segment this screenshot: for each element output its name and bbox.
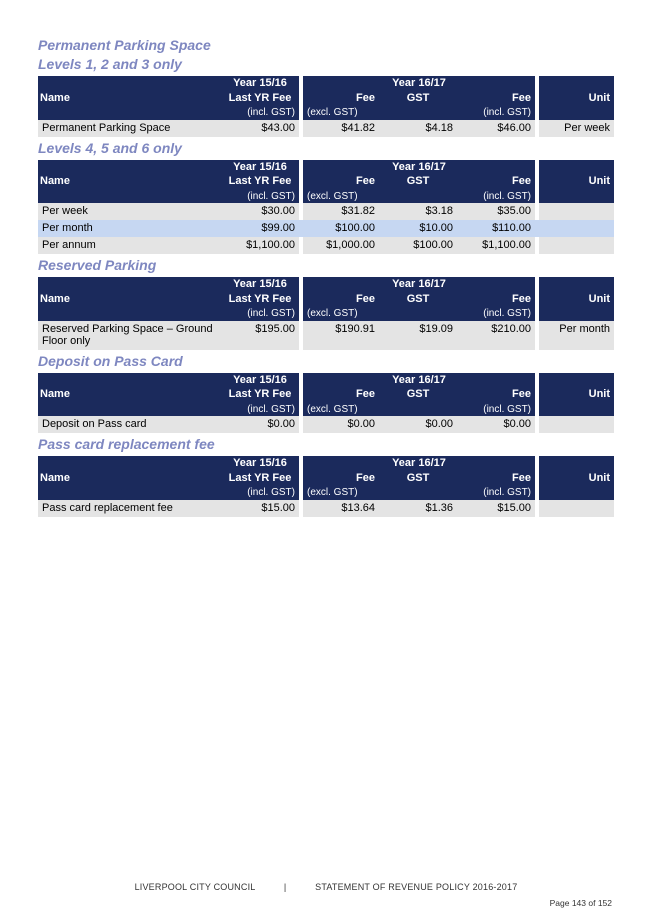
table-header-row (38, 456, 614, 471)
row-unit: Per week (539, 120, 614, 137)
row-fee-excl: $0.00 (303, 416, 379, 433)
header-fee-incl: Fee (457, 387, 535, 402)
table-header-row (38, 76, 614, 91)
header-last-yr-fee: Last YR Fee (221, 387, 299, 402)
table-row (38, 203, 614, 220)
header-name: Name (38, 76, 221, 120)
header-excl-gst: (excl. GST) (303, 402, 379, 417)
header-fee-excl: Fee (303, 387, 379, 402)
header-name: Name (38, 456, 221, 500)
row-fee-incl: $15.00 (457, 500, 535, 517)
row-name: Per week (38, 203, 221, 220)
row-gst: $3.18 (379, 203, 457, 220)
footer-council-name: LIVERPOOL CITY COUNCIL (134, 882, 256, 892)
header-gst-blank (379, 402, 457, 417)
header-incl-gst: (incl. GST) (221, 306, 299, 321)
header-excl-gst: (excl. GST) (303, 189, 379, 204)
footer-document-title: STATEMENT OF REVENUE POLICY 2016-2017 (315, 882, 518, 892)
header-gst: GST (379, 471, 457, 486)
row-name: Permanent Parking Space (38, 120, 221, 137)
section-heading: Pass card replacement fee (38, 436, 215, 452)
header-unit: Unit (539, 277, 614, 321)
header-fee-incl: Fee (457, 292, 535, 307)
header-incl-gst: (incl. GST) (457, 189, 535, 204)
header-year-prev: Year 15/16 (221, 160, 299, 175)
row-last-yr-fee: $30.00 (221, 203, 299, 220)
header-year-curr: Year 16/17 (303, 76, 535, 91)
row-fee-incl: $110.00 (457, 220, 535, 237)
header-last-yr-fee: Last YR Fee (221, 292, 299, 307)
header-incl-gst: (incl. GST) (457, 105, 535, 120)
row-unit: Per month (539, 321, 614, 350)
row-last-yr-fee: $99.00 (221, 220, 299, 237)
header-excl-gst: (excl. GST) (303, 105, 379, 120)
section-heading: Reserved Parking (38, 257, 157, 273)
row-gst: $10.00 (379, 220, 457, 237)
header-gst: GST (379, 91, 457, 106)
row-gst: $0.00 (379, 416, 457, 433)
row-fee-incl: $46.00 (457, 120, 535, 137)
header-year-curr: Year 16/17 (303, 160, 535, 175)
header-gst-blank (379, 189, 457, 204)
header-unit: Unit (539, 373, 614, 417)
header-year-prev: Year 15/16 (221, 456, 299, 471)
header-year-prev: Year 15/16 (221, 373, 299, 388)
table-row (38, 500, 614, 517)
header-name: Name (38, 277, 221, 321)
row-unit (539, 220, 614, 237)
row-name: Reserved Parking Space – Ground Floor only (38, 321, 221, 350)
section-heading: Levels 1, 2 and 3 only (38, 56, 182, 72)
header-gst-blank (379, 306, 457, 321)
fee-table (38, 277, 614, 350)
header-incl-gst: (incl. GST) (221, 485, 299, 500)
header-name: Name (38, 373, 221, 417)
section-heading: Permanent Parking Space (38, 37, 211, 53)
fee-table (38, 373, 614, 434)
table-row (38, 120, 614, 137)
row-last-yr-fee: $43.00 (221, 120, 299, 137)
header-year-curr: Year 16/17 (303, 373, 535, 388)
header-fee-excl: Fee (303, 91, 379, 106)
row-name: Per month (38, 220, 221, 237)
row-fee-excl: $1,000.00 (303, 237, 379, 254)
row-fee-excl: $190.91 (303, 321, 379, 350)
row-last-yr-fee: $15.00 (221, 500, 299, 517)
header-gst: GST (379, 292, 457, 307)
row-name: Per annum (38, 237, 221, 254)
header-incl-gst: (incl. GST) (221, 189, 299, 204)
row-last-yr-fee: $0.00 (221, 416, 299, 433)
row-fee-incl: $0.00 (457, 416, 535, 433)
row-fee-incl: $1,100.00 (457, 237, 535, 254)
row-gst: $19.09 (379, 321, 457, 350)
page-number: Page 143 of 152 (549, 898, 612, 908)
table-row (38, 220, 614, 237)
section-heading: Deposit on Pass Card (38, 352, 183, 369)
header-year-prev: Year 15/16 (221, 76, 299, 91)
row-unit (539, 500, 614, 517)
fee-table (38, 160, 614, 255)
table-header-row (38, 277, 614, 292)
header-incl-gst: (incl. GST) (457, 402, 535, 417)
row-last-yr-fee: $195.00 (221, 321, 299, 350)
section-heading: Levels 4, 5 and 6 only (38, 139, 182, 156)
header-fee-excl: Fee (303, 174, 379, 189)
header-last-yr-fee: Last YR Fee (221, 91, 299, 106)
row-fee-excl: $41.82 (303, 120, 379, 137)
header-fee-incl: Fee (457, 174, 535, 189)
header-year-prev: Year 15/16 (221, 277, 299, 292)
header-unit: Unit (539, 160, 614, 204)
fee-table (38, 456, 614, 517)
row-gst: $4.18 (379, 120, 457, 137)
row-gst: $100.00 (379, 237, 457, 254)
header-incl-gst: (incl. GST) (457, 485, 535, 500)
row-name: Deposit on Pass card (38, 416, 221, 433)
header-gst: GST (379, 387, 457, 402)
header-last-yr-fee: Last YR Fee (221, 174, 299, 189)
footer-divider: | (283, 882, 287, 892)
header-gst-blank (379, 105, 457, 120)
table-row (38, 416, 614, 433)
row-gst: $1.36 (379, 500, 457, 517)
table-row (38, 321, 614, 350)
row-unit (539, 237, 614, 254)
header-excl-gst: (excl. GST) (303, 306, 379, 321)
table-row (38, 237, 614, 254)
header-year-curr: Year 16/17 (303, 456, 535, 471)
fee-table (38, 76, 614, 137)
fee-schedule (38, 36, 614, 519)
row-name: Pass card replacement fee (38, 500, 221, 517)
table-header-row (38, 160, 614, 175)
row-fee-excl: $100.00 (303, 220, 379, 237)
row-fee-excl: $31.82 (303, 203, 379, 220)
header-gst: GST (379, 174, 457, 189)
header-incl-gst: (incl. GST) (457, 306, 535, 321)
row-unit (539, 416, 614, 433)
header-fee-excl: Fee (303, 471, 379, 486)
header-fee-incl: Fee (457, 91, 535, 106)
header-incl-gst: (incl. GST) (221, 105, 299, 120)
table-header-row (38, 373, 614, 388)
header-fee-excl: Fee (303, 292, 379, 307)
header-excl-gst: (excl. GST) (303, 485, 379, 500)
header-gst-blank (379, 485, 457, 500)
row-fee-incl: $35.00 (457, 203, 535, 220)
header-incl-gst: (incl. GST) (221, 402, 299, 417)
row-unit (539, 203, 614, 220)
header-year-curr: Year 16/17 (303, 277, 535, 292)
header-name: Name (38, 160, 221, 204)
header-last-yr-fee: Last YR Fee (221, 471, 299, 486)
header-unit: Unit (539, 456, 614, 500)
header-unit: Unit (539, 76, 614, 120)
row-last-yr-fee: $1,100.00 (221, 237, 299, 254)
row-fee-excl: $13.64 (303, 500, 379, 517)
header-fee-incl: Fee (457, 471, 535, 486)
row-fee-incl: $210.00 (457, 321, 535, 350)
page-footer (0, 882, 652, 892)
